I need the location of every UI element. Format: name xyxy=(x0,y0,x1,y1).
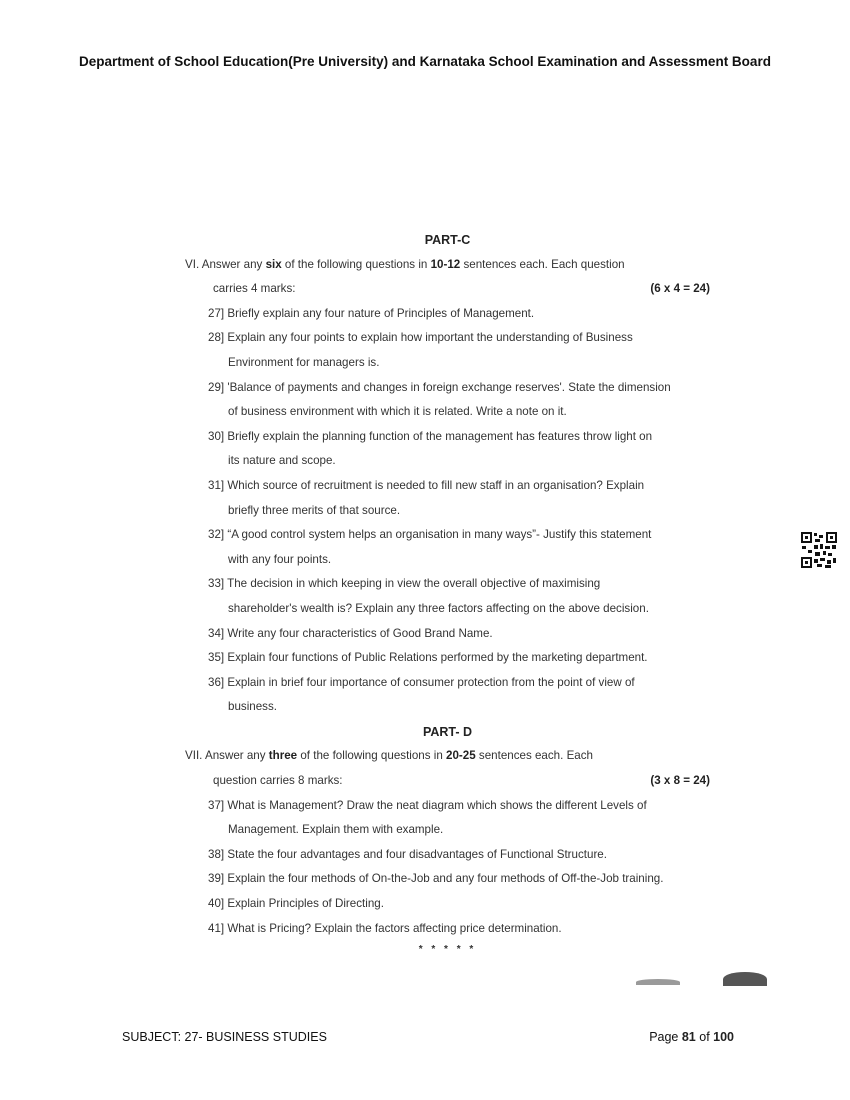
question-text-continued: Management. Explain them with example. xyxy=(228,823,444,837)
instruction-bold: six xyxy=(265,257,282,271)
marks-label: (3 x 8 = 24) xyxy=(650,774,710,788)
part-d-instruction-line2 xyxy=(185,769,710,794)
question-item xyxy=(185,572,710,621)
instruction-text: VII. Answer any xyxy=(185,749,269,763)
question-text: Briefly explain the planning function of the management has features throw light on xyxy=(227,429,653,443)
question-text: “A good control system helps an organisation in many ways”- Justify this statement xyxy=(227,528,652,542)
question-item xyxy=(185,326,710,375)
question-item xyxy=(185,474,710,523)
part-d-question-list xyxy=(185,794,710,942)
question-number: 36] xyxy=(208,675,225,689)
question-number: 32] xyxy=(208,528,225,542)
instruction-text: carries 4 marks: xyxy=(213,282,296,296)
question-item xyxy=(185,523,710,572)
question-text-continued: business. xyxy=(228,700,277,714)
question-number: 37] xyxy=(208,798,225,812)
part-c-instruction-line2 xyxy=(185,277,710,302)
question-number: 41] xyxy=(208,921,225,935)
question-text-continued: Environment for managers is. xyxy=(228,355,380,369)
question-text: Explain any four points to explain how important the understanding of Business xyxy=(227,331,633,345)
question-item xyxy=(185,646,710,671)
question-item xyxy=(185,843,710,868)
question-item xyxy=(185,794,710,843)
instruction-text: of the following questions in xyxy=(297,749,447,763)
question-item xyxy=(185,917,710,942)
scan-artifact xyxy=(636,979,680,985)
part-d-instruction xyxy=(185,744,710,769)
part-c-instruction xyxy=(185,253,710,278)
instruction-text: of the following questions in xyxy=(281,257,431,271)
scan-artifact xyxy=(723,972,767,986)
question-text: Explain four functions of Public Relations performed by the marketing department. xyxy=(227,651,648,665)
question-text: Explain in brief four importance of consumer protection from the point of view of xyxy=(227,675,635,689)
instruction-text: VI. Answer any xyxy=(185,257,266,271)
qr-code-icon xyxy=(800,531,838,569)
page-header: Department of School Education(Pre University) and Karnataka School Examination and Assessment Board xyxy=(79,54,771,69)
part-d-title: PART- D xyxy=(422,724,473,739)
question-item xyxy=(185,867,710,892)
question-text: Write any four characteristics of Good Brand Name. xyxy=(227,626,493,640)
instruction-bold: three xyxy=(268,749,298,763)
question-item xyxy=(185,302,710,327)
question-text: Which source of recruitment is needed to fill new staff in an organisation? Explain xyxy=(227,478,645,492)
question-text: Explain Principles of Directing. xyxy=(227,897,384,911)
subject-label: SUBJECT: 27- BUSINESS STUDIES xyxy=(122,1030,327,1044)
instruction-bold: 10-12 xyxy=(430,257,461,271)
question-number: 35] xyxy=(208,651,225,665)
page-footer xyxy=(122,1030,734,1044)
question-number: 39] xyxy=(208,872,225,886)
question-number: 40] xyxy=(208,897,225,911)
instruction-text: sentences each. Each xyxy=(475,749,593,763)
question-number: 27] xyxy=(208,306,225,320)
question-number: 30] xyxy=(208,429,225,443)
question-item xyxy=(185,425,710,474)
question-item xyxy=(185,892,710,917)
question-text-continued: its nature and scope. xyxy=(228,454,336,468)
instruction-bold: 20-25 xyxy=(446,749,476,763)
question-number: 29] xyxy=(208,380,225,394)
question-text: State the four advantages and four disadvantages of Functional Structure. xyxy=(227,847,607,861)
scanned-question-area xyxy=(185,228,710,959)
question-number: 31] xyxy=(208,478,225,492)
instruction-text: sentences each. Each question xyxy=(460,257,625,271)
question-text-continued: shareholder's wealth is? Explain any three factors affecting on the above decision. xyxy=(228,601,649,615)
question-text: Briefly explain any four nature of Principles of Management. xyxy=(227,306,535,320)
question-number: 28] xyxy=(208,331,225,345)
part-c-title: PART-C xyxy=(424,233,471,247)
question-item xyxy=(185,622,710,647)
question-text: 'Balance of payments and changes in foreign exchange reserves'. State the dimension xyxy=(227,380,671,394)
end-stars: * * * * * xyxy=(418,944,477,956)
page-number: Page 81 of 100 xyxy=(649,1030,734,1044)
question-text-continued: briefly three merits of that source. xyxy=(228,503,401,517)
question-item xyxy=(185,376,710,425)
question-text: What is Management? Draw the neat diagram which shows the different Levels of xyxy=(227,798,647,812)
question-text-continued: with any four points. xyxy=(228,552,332,566)
question-item xyxy=(185,671,710,720)
question-number: 34] xyxy=(208,626,225,640)
marks-label: (6 x 4 = 24) xyxy=(650,282,710,296)
question-text: What is Pricing? Explain the factors affecting price determination. xyxy=(227,921,562,935)
part-c-question-list xyxy=(185,302,710,720)
instruction-text: question carries 8 marks: xyxy=(213,774,343,788)
question-text-continued: of business environment with which it is related. Write a note on it. xyxy=(228,405,567,419)
question-number: 33] xyxy=(208,577,225,591)
question-text: The decision in which keeping in view the overall objective of maximising xyxy=(227,577,601,591)
question-number: 38] xyxy=(208,847,225,861)
question-text: Explain the four methods of On-the-Job and any four methods of Off-the-Job training. xyxy=(227,872,664,886)
